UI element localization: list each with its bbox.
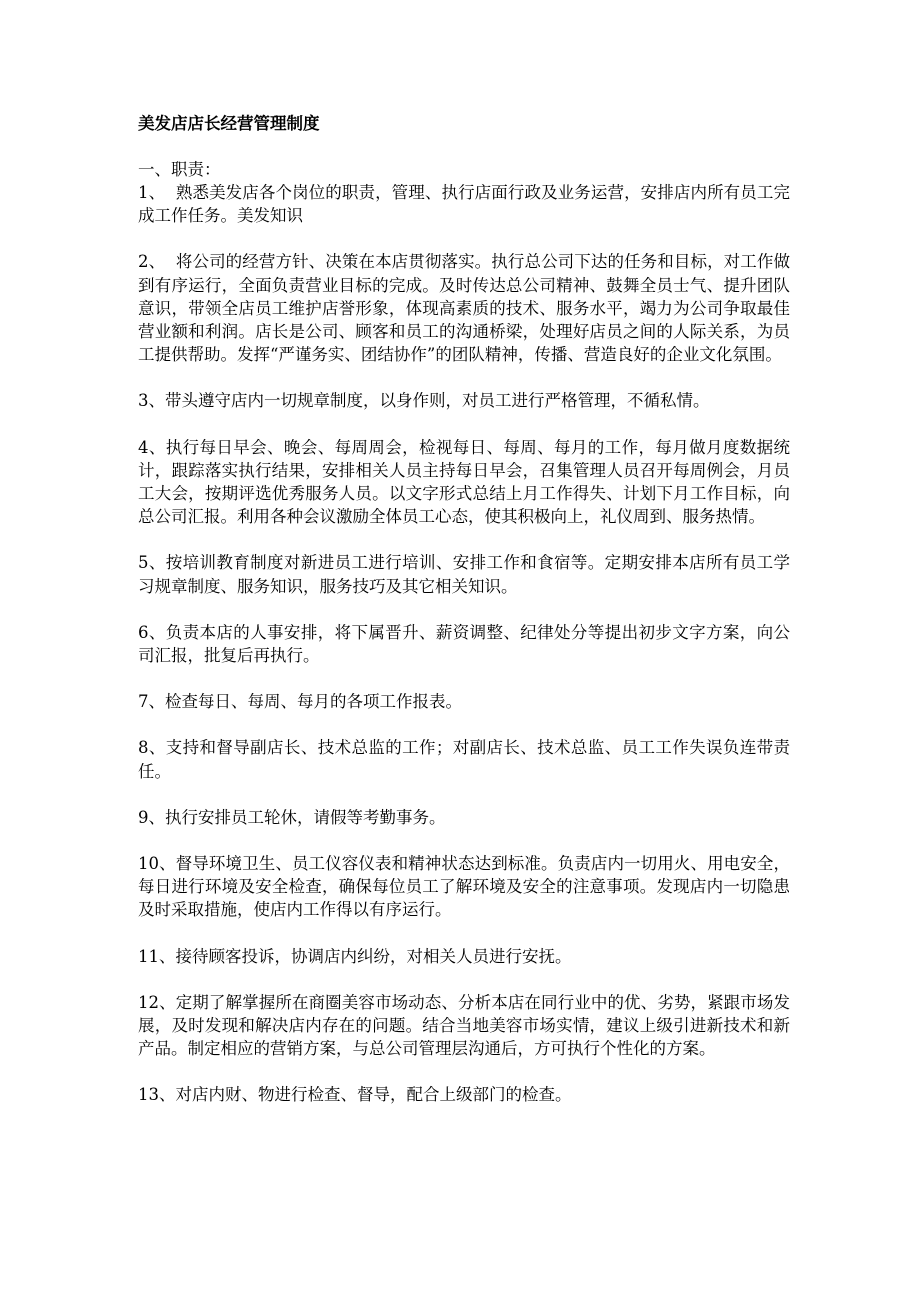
list-item: 3、带头遵守店内一切规章制度，以身作则，对员工进行严格管理，不循私情。 <box>138 391 710 411</box>
list-item: 1、 熟悉美发店各个岗位的职责，管理、执行店面行政及业务运营，安排店内所有员工完成工作任务。美发知识 <box>138 183 790 226</box>
list-item: 6、负责本店的人事安排，将下属晋升、薪资调整、纪律处分等提出初步文字方案，向公司汇报，批复后再执行。 <box>138 622 790 666</box>
list-item: 2、 将公司的经营方针、决策在本店贯彻落实。执行总公司下达的任务和目标，对工作做到有序运行，全面负责营业目标的完成。及时传达总公司精神、鼓舞全员士气、提升团队意识，带领全店员工维护店誉形象，体现高素质的技术、服务水平，竭力为公司争取最佳营业额和利润。店长是公司、顾客和员工的沟通桥梁，处理好店员之间的人际关系，为员工提供帮助。发挥“严谨务实、团结协作”的团队精神，传播、营造良好的企业文化氛围。 <box>138 252 790 365</box>
list-item: 11、接待顾客投诉，协调店内纠纷，对相关人员进行安抚。 <box>138 946 572 966</box>
document-page <box>138 112 790 1130</box>
list-item: 13、对店内财、物进行检查、督导，配合上级部门的检查。 <box>138 1085 572 1105</box>
list-item: 4、执行每日早会、晚会、每周周会，检视每日、每周、每月的工作，每月做月度数据统计，跟踪落实执行结果，安排相关人员主持每日早会，召集管理人员召开每周例会，月员工大会，按期评选优秀服务人员。以文字形式总结上月工作得失、计划下月工作目标，向总公司汇报。利用各种会议激励全体员工心态，使其积极向上，礼仪周到、服务热情。 <box>138 437 790 527</box>
list-item: 9、执行安排员工轮休，请假等考勤事务。 <box>138 807 446 827</box>
document-title: 美发店店长经营管理制度 <box>138 114 320 133</box>
list-item: 10、督导环境卫生、员工仪容仪表和精神状态达到标准。负责店内一切用火、用电安全，每日进行环境及安全检查，确保每位员工了解环境及安全的注意事项。发现店内一切隐患及时采取措施，使店内工作得以有序运行。 <box>138 854 790 920</box>
section-heading: 一、职责： <box>138 160 221 179</box>
list-item: 5、按培训教育制度对新进员工进行培训、安排工作和食宿等。定期安排本店所有员工学习规章制度、服务知识，服务技巧及其它相关知识。 <box>138 553 790 596</box>
list-item: 7、检查每日、每周、每月的各项工作报表。 <box>138 692 462 712</box>
list-item: 12、定期了解掌握所在商圈美容市场动态、分析本店在同行业中的优、劣势，紧跟市场发展，及时发现和解决店内存在的问题。结合当地美容市场实情，建议上级引进新技术和新产品。制定相应的营销方案，与总公司管理层沟通后，方可执行个性化的方案。 <box>138 992 790 1059</box>
list-item: 8、支持和督导副店长、技术总监的工作；对副店长、技术总监、员工工作失误负连带责任。 <box>138 738 790 781</box>
